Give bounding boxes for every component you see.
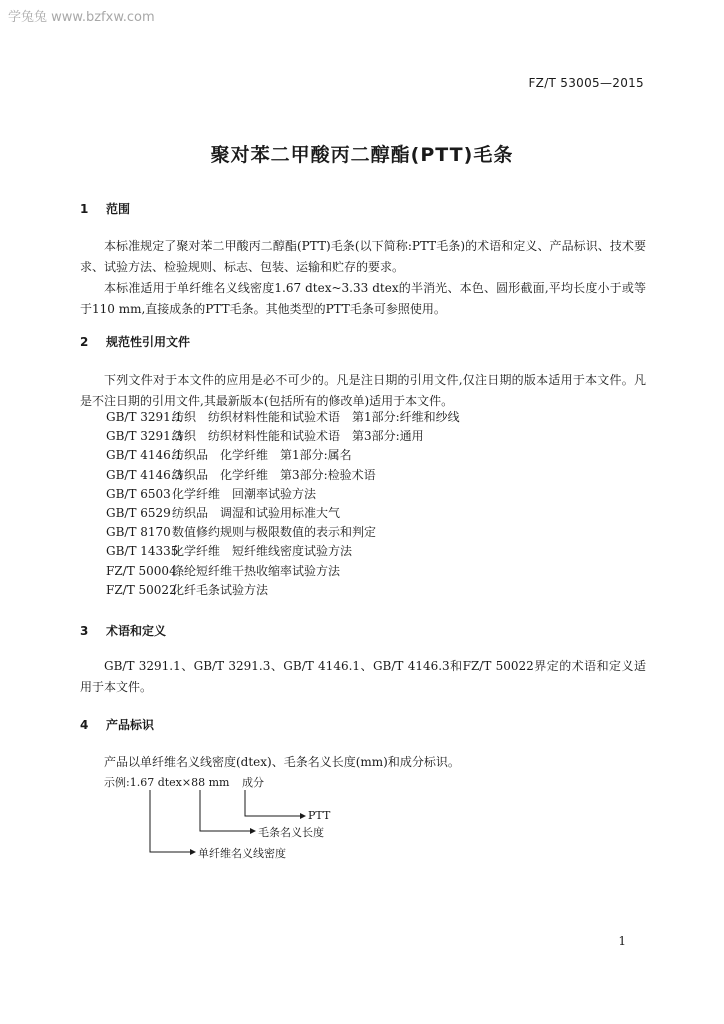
section-number: 4 [80,718,89,732]
reference-code: GB/T 4146.1 [106,448,183,463]
reference-title: 化纤毛条试验方法 [172,582,269,597]
section-number: 1 [80,202,89,216]
section-title: 范围 [106,202,131,216]
reference-code: GB/T 6503 [106,486,171,501]
leader-line-length [200,790,250,831]
arrow-head [300,813,306,819]
scope-paragraph-1: 本标准规定了聚对苯二甲酸丙二醇酯(PTT)毛条(以下简称:PTT毛条)的术语和定义、产品标识、技术要求、试验方法、检验规则、标志、包装、运输和贮存的要求。 [80,239,646,274]
reference-code: FZ/T 50022 [106,582,177,597]
reference-code: GB/T 3291.3 [106,429,183,444]
section-title: 产品标识 [106,718,155,732]
section-number: 2 [80,335,89,349]
leader-line-component [245,790,300,816]
reference-title: 数值修约规则与极限数值的表示和判定 [172,525,377,540]
standard-number: FZ/T 53005—2015 [528,76,644,90]
target-fiber-density: 单纤维名义线密度 [198,847,286,860]
reference-code: GB/T 3291.1 [106,410,183,424]
reference-code: GB/T 8170 [106,525,171,540]
reference-title: 纺织品 化学纤维 第3部分:检验术语 [172,467,376,482]
example-label: 示例:1.67 dtex×88 mm [104,776,230,789]
target-tow-length: 毛条名义长度 [258,826,324,839]
section-title: 术语和定义 [106,624,167,638]
leader-line-density [150,790,190,852]
reference-title: 纺织品 化学纤维 第1部分:属名 [172,448,352,463]
reference-title: 纺织品 调湿和试验用标准大气 [172,505,341,520]
reference-title: 化学纤维 回潮率试验方法 [172,486,317,501]
section-title: 规范性引用文件 [106,335,191,349]
watermark: 学兔兔 www.bzfxw.com [8,10,155,25]
page-number: 1 [618,934,626,948]
reference-code: GB/T 14335 [106,544,179,559]
arrow-head [250,828,256,834]
section-number: 3 [80,624,89,638]
references-intro: 下列文件对于本文件的应用是必不可少的。凡是注日期的引用文件,仅注日期的版本适用于本文件。凡是不注日期的引用文件,其最新版本(包括所有的修改单)适用于本文件。 [80,373,646,408]
document-title: 聚对苯二甲酸丙二醇酯(PTT)毛条 [210,144,514,166]
arrow-head [190,849,196,855]
reference-title: 涤纶短纤维干热收缩率试验方法 [172,563,341,578]
terms-paragraph: GB/T 3291.1、GB/T 3291.3、GB/T 4146.1、GB/T 4146.3和FZ/T 50022界定的术语和定义适用于本文件。 [80,659,646,694]
reference-code: FZ/T 50004 [106,563,177,578]
reference-title: 纺织 纺织材料性能和试验术语 第3部分:通用 [172,429,424,444]
example-component: 成分 [242,776,264,789]
marking-paragraph: 产品以单纤维名义线密度(dtex)、毛条名义长度(mm)和成分标识。 [104,755,460,769]
reference-title: 纺织 纺织材料性能和试验术语 第1部分:纤维和纱线 [172,410,460,424]
reference-code: GB/T 6529 [106,505,171,520]
scope-paragraph-2: 本标准适用于单纤维名义线密度1.67 dtex~3.33 dtex的半消光、本色、圆形截面,平均长度小于或等于110 mm,直接成条的PTT毛条。其他类型的PTT毛条可参照使用。 [80,281,646,316]
reference-code: GB/T 4146.3 [106,467,183,482]
reference-title: 化学纤维 短纤维线密度试验方法 [172,544,353,559]
target-ptt: PTT [308,809,331,822]
